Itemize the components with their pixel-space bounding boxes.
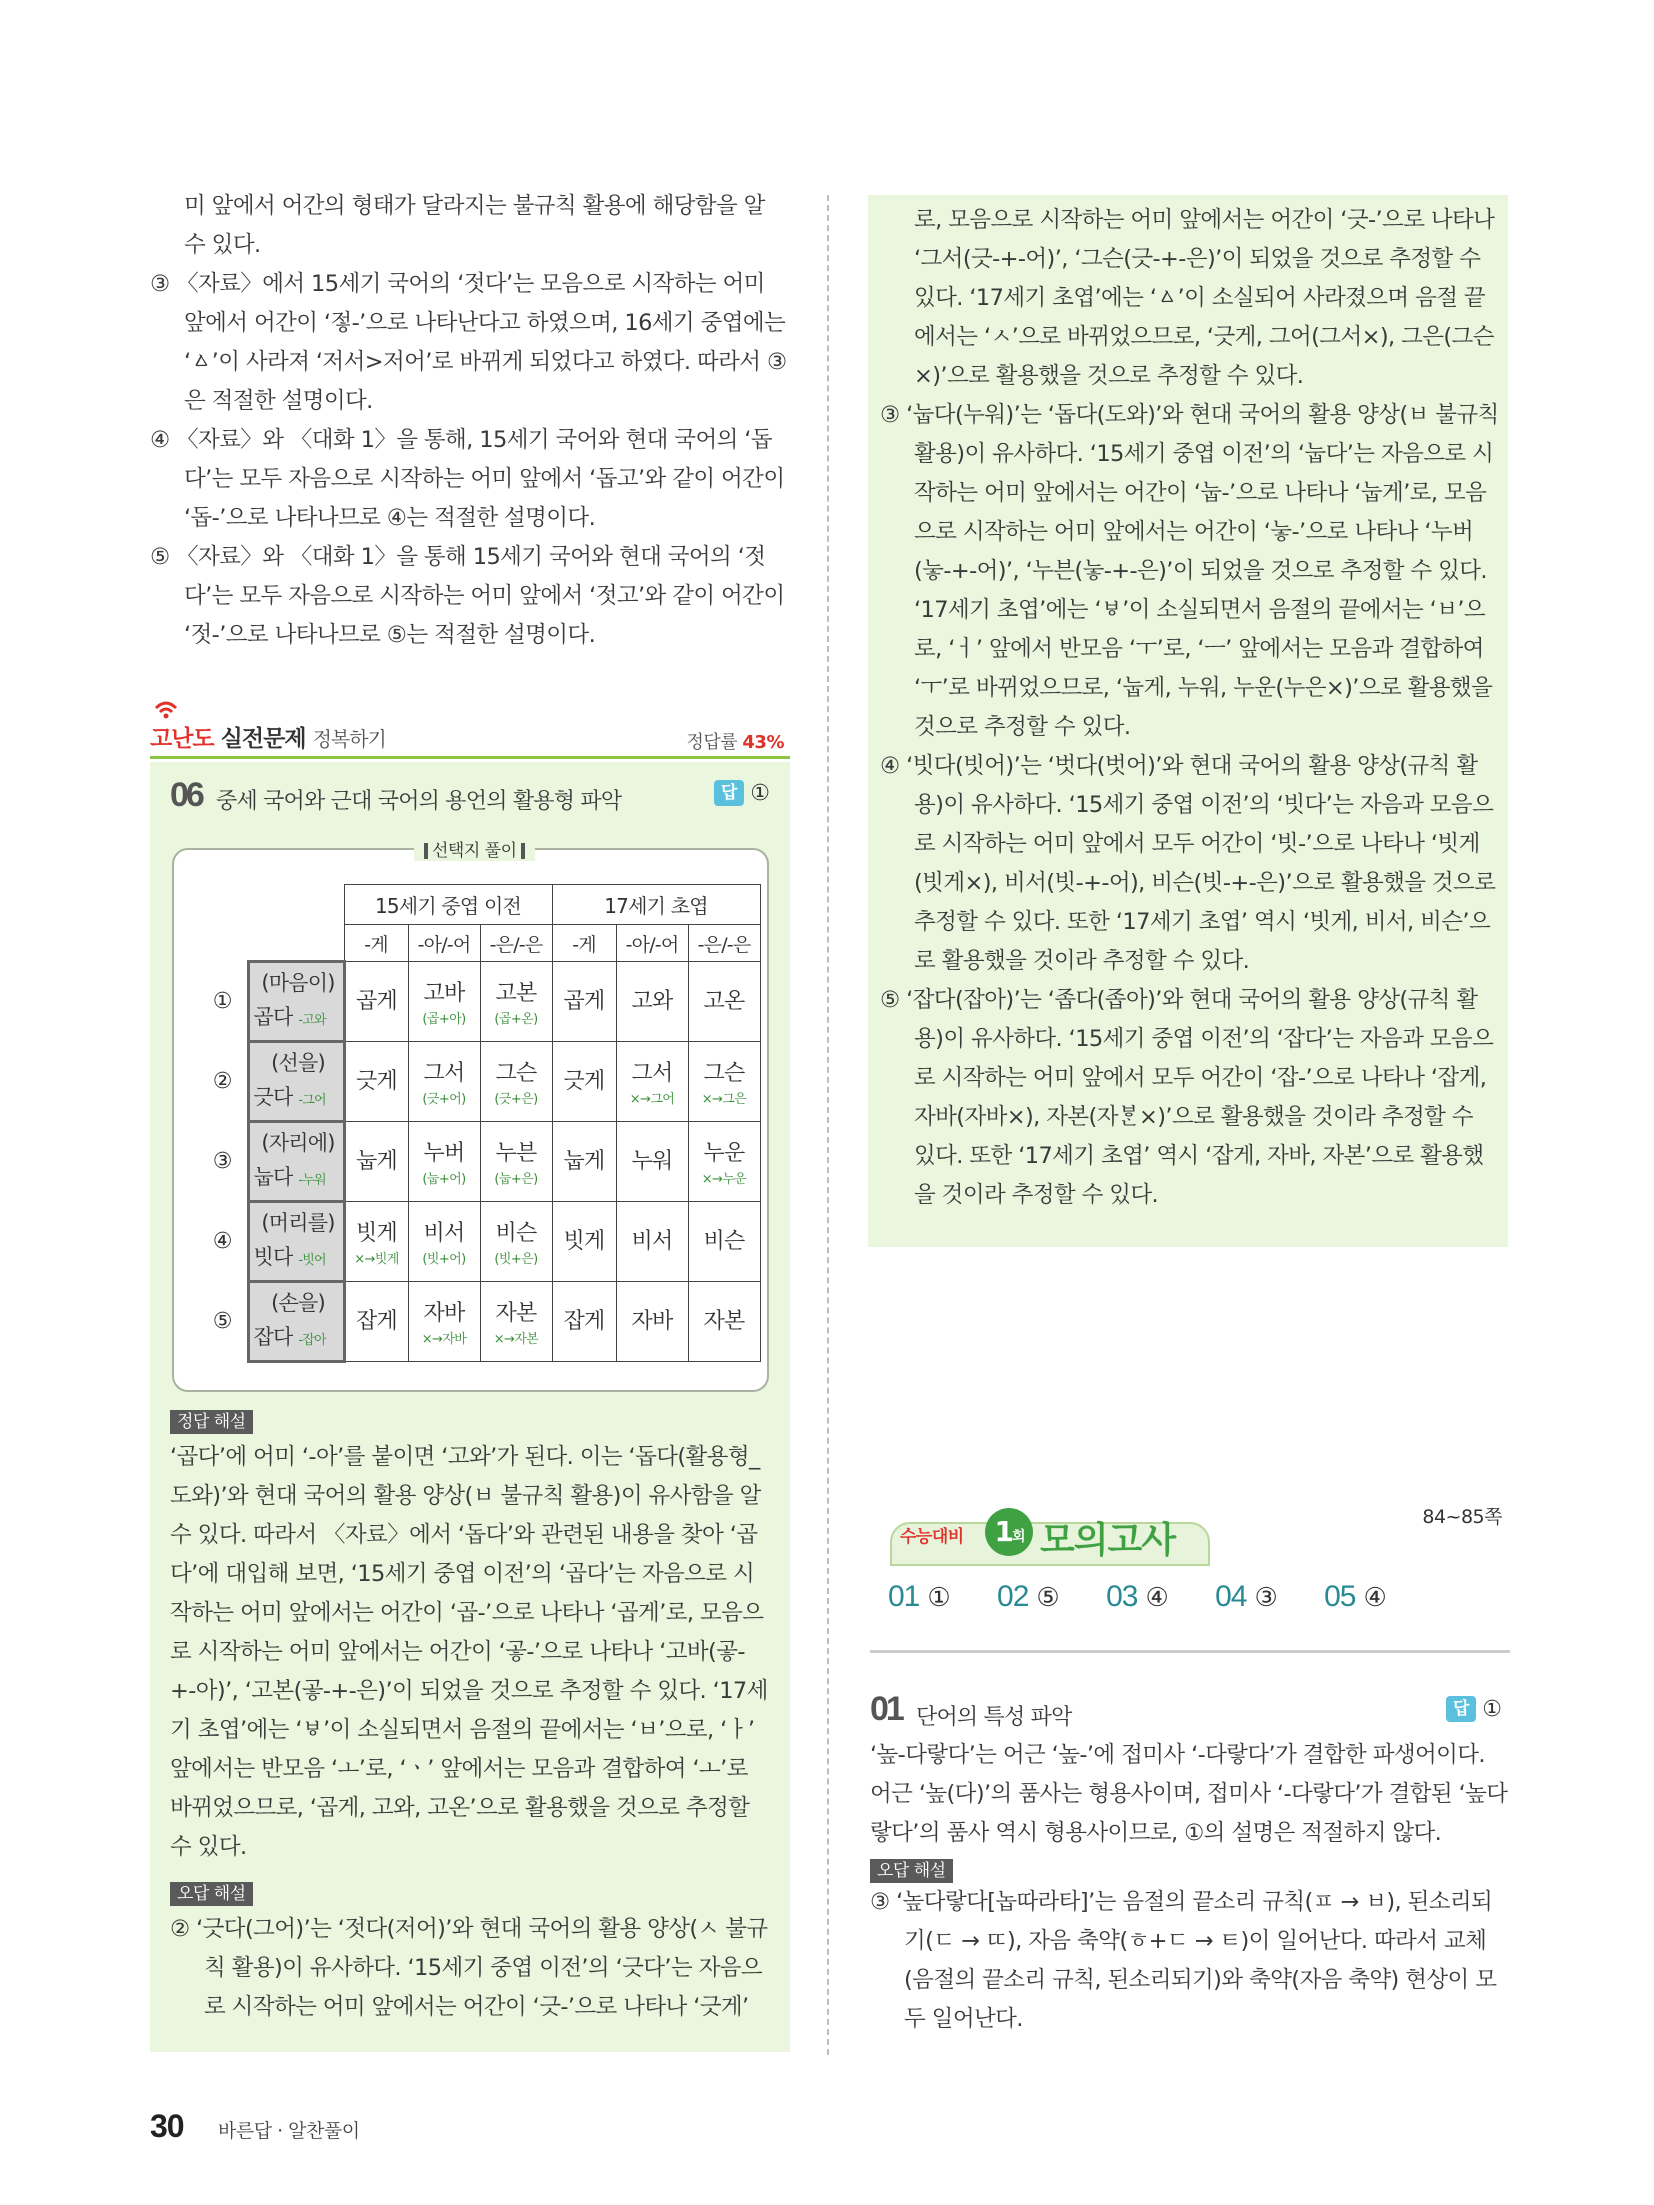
verb-word: 곱다 (253, 1004, 293, 1029)
question-number: 06 (170, 776, 202, 814)
verb-word: 잡다 (253, 1324, 293, 1349)
question-01 (870, 1690, 1510, 2039)
row-number: ① (212, 989, 232, 1014)
banner-title: 모의고사 (1040, 1520, 1176, 1561)
conjugation-form: 그슨 (703, 1060, 745, 1086)
conjugation-cell (616, 1042, 688, 1122)
high-difficulty-header (150, 700, 790, 758)
conjugation-form: 비슨 (703, 1228, 745, 1254)
conjugation-form: 자본 (703, 1308, 745, 1334)
correct-explanation-tag: 정답 해설 (170, 1410, 253, 1434)
verb-cell (248, 1282, 344, 1362)
choice-explanation-box (172, 841, 769, 1392)
verb-word: 빗다 (253, 1244, 293, 1269)
continued-explanation-box (868, 195, 1508, 1247)
conjugation-form: 곱게 (356, 988, 397, 1014)
conjugation-cell (480, 1122, 552, 1202)
wrong-explanation: ③ ‘높다랗다[놉따라타]’는 음절의 끝소리 규칙(ㅍ → ㅂ), 된소리되기(ㄷ → ㄸ), 자음 축약(ㅎ+ㄷ → ㅌ)이 일어난다. 따라서 교체(음절의 끝소리 규칙, 된소리되기)와 축약(자음 축약) 현상이 모두 일어난다. (870, 1889, 1497, 2032)
round-badge: 1회 (985, 1508, 1033, 1556)
paragraph: 로, 모음으로 시작하는 어미 앞에서는 어간이 ‘긋-’으로 나타나 ‘그서(긋-+-어)’, ‘그슨(긋-+-은)’이 되었을 것으로 추정할 수 있다. ‘17세기 초엽’에는 ‘ㅿ’이 소실되어 사라졌으며 음절 끝에서는 ‘ㅅ’으로 바뀌었으므로, ‘긋게, 그어(그서×), 그은(그슨×)’으로 활용했을 것으로 추정할 수 있다. (914, 207, 1495, 389)
verb-cell (248, 1202, 344, 1282)
wrong-explanation-tag: 오답 해설 (170, 1882, 253, 1906)
verb-context: (선을) (271, 1050, 325, 1075)
conjugation-form: 누븐 (495, 1140, 537, 1166)
answer-key-item: 04 ③ (1215, 1580, 1277, 1613)
banner-small-label: 수능대비 (900, 1527, 964, 1547)
question-06-box (150, 762, 790, 2052)
conjugation-cell (480, 1282, 552, 1362)
question-header (170, 776, 770, 816)
question-header (870, 1690, 1510, 1736)
conjugation-form: 자본 (495, 1300, 537, 1326)
conjugation-cell (344, 962, 408, 1042)
conjugation-form: 비서 (631, 1228, 673, 1254)
verb-conjugation-table (198, 884, 761, 1363)
paragraph: ⑤ 〈자료〉와 〈대화 1〉을 통해 15세기 국어와 현대 국어의 ‘젓다’는 모두 자음으로 시작하는 어미 앞에서 ‘젓고’와 같이 어간이 ‘젓-’으로 나타나므로 ⑤는 적절한 설명이다. (150, 544, 785, 648)
paragraph: 미 앞에서 어간의 형태가 달라지는 불규칙 활용에 해당함을 알 수 있다. (184, 193, 765, 258)
row-number: ② (212, 1069, 232, 1094)
conjugation-note: ×→그어 (629, 1091, 675, 1107)
ending-header: -아/-어 (408, 925, 480, 962)
conjugation-form: 곱게 (563, 988, 605, 1014)
conjugation-cell (688, 1122, 760, 1202)
conjugation-cell (408, 1282, 480, 1362)
ending-header: -은/-은 (688, 925, 760, 962)
verb-context: (자리에) (261, 1130, 335, 1155)
conjugation-cell (616, 962, 688, 1042)
verb-cell (248, 962, 344, 1042)
answer (1446, 1696, 1502, 1722)
conjugation-note: (긋+은) (494, 1091, 538, 1107)
conjugation-form: 잡게 (356, 1308, 397, 1334)
paragraph: ⑤ ‘잡다(잡아)’는 ‘좁다(좁아)’와 현대 국어의 활용 양상(규칙 활용)이 유사하다. ‘15세기 중엽 이전’의 ‘잡다’는 자음과 모음으로 시작하는 어미 앞에서 모두 어간이 ‘잡-’으로 나타나 ‘잡게, 자바(자바×), 자본(자ᄫᆞᆫ×)’으로 활용했을 것이라 추정할 수 있다. 또한 ‘17세기 초엽’ 역시 ‘잡게, 자바, 자본’으로 활용했을 것이라 추정할 수 있다. (880, 987, 1494, 1208)
paragraph: ④ ‘빗다(빗어)’는 ‘벗다(벗어)’와 현대 국어의 활용 양상(규칙 활용)이 유사하다. ‘15세기 중엽 이전’의 ‘빗다’는 자음과 모음으로 시작하는 어미 앞에서 모두 어간이 ‘빗-’으로 나타나 ‘빗게(빗게×), 비서(빗-+-어), 비슨(빗-+-은)’으로 활용했을 것으로 추정할 수 있다. 또한 ‘17세기 초엽’ 역시 ‘빗게, 비서, 비슨’으로 활용했을 것이라 추정할 수 있다. (880, 753, 1496, 974)
conjugation-form: 빗게 (356, 1220, 397, 1246)
conjugation-form: 눕게 (356, 1148, 397, 1174)
section-divider (870, 1650, 1510, 1653)
conjugation-note: (눕+어) (422, 1171, 466, 1187)
conjugation-form: 자바 (423, 1300, 465, 1326)
conjugation-cell (408, 1122, 480, 1202)
conjugation-cell (616, 1282, 688, 1362)
table-row (198, 1122, 760, 1202)
verb-note: -잡아 (298, 1332, 326, 1348)
question-title: 중세 국어와 근대 국어의 용언의 활용형 파악 (216, 789, 622, 814)
conjugation-cell (480, 1202, 552, 1282)
mock-test-section (870, 1500, 1510, 1660)
conjugation-cell (552, 1122, 616, 1202)
conjugation-cell (616, 1202, 688, 1282)
ending-header: -아/-어 (616, 925, 688, 962)
conjugation-cell (408, 962, 480, 1042)
paragraph: ④ 〈자료〉와 〈대화 1〉을 통해, 15세기 국어와 현대 국어의 ‘돕다’는 모두 자음으로 시작하는 어미 앞에서 ‘돕고’와 같이 어간이 ‘돕-’으로 나타나므로 ④는 적절한 설명이다. (150, 427, 785, 531)
continued-explanation (880, 201, 1500, 1215)
left-top-text (150, 187, 790, 655)
conjugation-form: 긋게 (356, 1068, 397, 1094)
page-range: 84~85쪽 (1422, 1506, 1502, 1528)
conjugation-form: 그서 (423, 1060, 465, 1086)
verb-context: (머리를) (261, 1210, 335, 1235)
paragraph: ③ 〈자료〉에서 15세기 국어의 ‘젓다’는 모음으로 시작하는 어미 앞에서 어간이 ‘젛-’으로 나타난다고 하였으며, 16세기 중엽에는 ‘ㅿ’이 사라져 ‘저서>저어’로 바뀌게 되었다고 하였다. 따라서 ③은 적절한 설명이다. (150, 271, 787, 414)
title-red: 고난도 (150, 726, 214, 752)
conjugation-cell (688, 962, 760, 1042)
empty-cell (198, 885, 344, 925)
paragraph: ③ ‘눕다(누워)’는 ‘돕다(도와)’와 현대 국어의 활용 양상(ㅂ 불규칙 활용)이 유사하다. ‘15세기 중엽 이전’의 ‘눕다’는 자음으로 시작하는 어미 앞에서는 어간이 ‘눕-’으로 나타나 ‘눕게’로, 모음으로 시작하는 어미 앞에서는 어간이 ‘눟-’으로 나타나 ‘누버(눟-+-어)’, ‘누븐(눟-+-은)’이 되었을 것으로 추정할 수 있다. ‘17세기 초엽’에는 ‘ㅸ’이 소실되면서 음절의 끝에서는 ‘ㅂ’으로, ‘ㅓ’ 앞에서 반모음 ‘ㅜ’로, ‘ㅡ’ 앞에서는 모음과 결합하여 ‘ㅜ’로 바뀌었으므로, ‘눕게, 누워, 누운(누은×)’으로 활용했을 것으로 추정할 수 있다. (880, 402, 1499, 740)
page-label: 바른답 · 알찬풀이 (218, 2120, 360, 2142)
correct-explanation: ‘곱다’에 어미 ‘-아’를 붙이면 ‘고와’가 된다. 이는 ‘돕다(활용형_도와)’와 현대 국어의 활용 양상(ㅂ 불규칙 활용)이 유사함을 알 수 있다. 따라서 〈자료〉에서 ‘돕다’와 관련된 내용을 찾아 ‘곱다’에 대입해 보면, ‘15세기 중엽 이전’의 ‘곱다’는 자음으로 시작하는 어미 앞에서는 어간이 ‘곱-’으로 나타나 ‘곱게’로, 모음으로 시작하는 어미 앞에서는 어간이 ‘곻-’으로 나타나 ‘고바(곻-+-아)’, ‘고본(곻-+-은)’이 되었을 것으로 추정할 수 있다. ‘17세기 초엽’에는 ‘ㅸ’이 소실되면서 음절의 끝에서는 ‘ㅂ’으로, ‘ㅏ’ 앞에서는 반모음 ‘ㅗ’로, ‘ㆍ’ 앞에서는 모음과 결합하여 ‘ㅗ’로 바뀌었으므로, ‘곱게, 고와, 고온’으로 활용했을 것으로 추정할 수 있다. (170, 1444, 768, 1860)
row-number: ③ (212, 1149, 232, 1174)
conjugation-form: 비서 (423, 1220, 465, 1246)
conjugation-cell (408, 1202, 480, 1282)
ending-header: -게 (552, 925, 616, 962)
rate-label: 정답률 (686, 732, 738, 753)
conjugation-form: 고본 (495, 980, 537, 1006)
verb-cell (248, 1122, 344, 1202)
conjugation-cell (344, 1042, 408, 1122)
conjugation-note: ×→자바 (421, 1331, 467, 1347)
page-number: 30 (150, 2108, 184, 2144)
conjugation-cell (616, 1122, 688, 1202)
answer-key-item: 03 ④ (1106, 1580, 1168, 1613)
verb-note: -누워 (298, 1172, 326, 1188)
period-header: 15세기 중엽 이전 (344, 885, 552, 925)
conjugation-form: 잡게 (563, 1308, 605, 1334)
conjugation-note: (곱+온) (494, 1011, 538, 1027)
mock-test-banner (880, 1508, 1220, 1564)
question-number: 01 (870, 1690, 902, 1728)
row-number: ⑤ (212, 1309, 232, 1334)
verb-note: -빗어 (298, 1252, 326, 1268)
conjugation-cell (480, 1042, 552, 1122)
explanation: ‘높-다랗다’는 어근 ‘높-’에 접미사 ‘-다랗다’가 결합한 파생어이다. 어근 ‘높(다)’의 품사는 형용사이며, 접미사 ‘-다랗다’가 결합된 ‘높다랗다’의 품사 역시 형용사이므로, ①의 설명은 적절하지 않다. (870, 1742, 1508, 1846)
verb-word: 긋다 (253, 1084, 293, 1109)
title-light: 정복하기 (312, 727, 386, 751)
conjugation-form: 눕게 (563, 1148, 605, 1174)
conjugation-form: 고와 (631, 988, 673, 1014)
conjugation-form: 비슨 (495, 1220, 537, 1246)
conjugation-form: 고온 (703, 988, 745, 1014)
ending-header: -게 (344, 925, 408, 962)
row-number: ④ (212, 1229, 232, 1254)
ending-header: -은/-은 (480, 925, 552, 962)
conjugation-form: 누버 (423, 1140, 465, 1166)
conjugation-form: 자바 (631, 1308, 673, 1334)
conjugation-note: ×→그은 (701, 1091, 747, 1107)
conjugation-note: ×→누운 (701, 1171, 747, 1187)
conjugation-cell (344, 1122, 408, 1202)
conjugation-cell (552, 1282, 616, 1362)
question-title: 단어의 특성 파악 (916, 1705, 1072, 1730)
conjugation-cell (344, 1202, 408, 1282)
conjugation-note: ×→빗게 (354, 1251, 399, 1267)
conjugation-note: ×→자본 (493, 1331, 539, 1347)
conjugation-form: 누워 (631, 1148, 673, 1174)
answer-key-item: 05 ④ (1324, 1580, 1386, 1613)
verb-note: -고와 (298, 1012, 326, 1028)
conjugation-note: (빗+은) (494, 1251, 538, 1267)
answer-value: ① (750, 780, 770, 806)
conjugation-cell (688, 1202, 760, 1282)
conjugation-note: (긋+어) (422, 1091, 466, 1107)
conjugation-cell (688, 1282, 760, 1362)
verb-context: (마음이) (261, 970, 335, 995)
header-underline (150, 756, 790, 759)
choice-label: 선택지 풀이 (414, 836, 535, 861)
table-row (198, 1202, 760, 1282)
conjugation-cell (552, 1202, 616, 1282)
conjugation-note: (눕+은) (494, 1171, 538, 1187)
title-dark: 실전문제 (220, 726, 306, 752)
conjugation-form: 그서 (631, 1060, 673, 1086)
conjugation-cell (688, 1042, 760, 1122)
conjugation-cell (552, 1042, 616, 1122)
conjugation-form: 빗게 (563, 1228, 605, 1254)
table-row (198, 962, 760, 1042)
answer-key-item: 02 ⑤ (997, 1580, 1059, 1613)
conjugation-cell (408, 1042, 480, 1122)
correct-rate (687, 728, 785, 754)
conjugation-form: 그슨 (495, 1060, 537, 1086)
conjugation-cell (480, 962, 552, 1042)
conjugation-form: 긋게 (563, 1068, 605, 1094)
section-title (150, 720, 386, 753)
rate-value: 43% (742, 732, 784, 753)
verb-context: (손을) (271, 1290, 325, 1315)
wrong-explanation: ② ‘긋다(그어)’는 ‘젓다(저어)’와 현대 국어의 활용 양상(ㅅ 불규칙 활용)이 유사하다. ‘15세기 중엽 이전’의 ‘긋다’는 자음으로 시작하는 어미 앞에서는 어간이 ‘긋-’으로 나타나 ‘긋게’ (170, 1916, 768, 2020)
wrong-explanation-tag: 오답 해설 (870, 1859, 953, 1883)
verb-cell (248, 1042, 344, 1122)
answer-value: ① (1482, 1696, 1502, 1722)
period-header: 17세기 초엽 (552, 885, 760, 925)
conjugation-note: (빗+어) (422, 1251, 466, 1267)
verb-word: 눕다 (253, 1164, 293, 1189)
empty-cell (198, 925, 344, 962)
table-header-row (198, 885, 760, 925)
verb-note: -그어 (298, 1092, 326, 1108)
conjugation-note: (곱+아) (422, 1011, 466, 1027)
conjugation-cell (552, 962, 616, 1042)
conjugation-form: 고바 (423, 980, 465, 1006)
column-divider (827, 195, 829, 2055)
answer (714, 780, 770, 806)
answer-badge: 답 (714, 780, 744, 806)
conjugation-cell (344, 1282, 408, 1362)
conjugation-form: 누운 (703, 1140, 745, 1166)
answer-badge: 답 (1446, 1696, 1476, 1722)
answer-key-item: 01 ① (888, 1580, 950, 1613)
answer-key (888, 1580, 1426, 1614)
table-header-row (198, 925, 760, 962)
table-row (198, 1042, 760, 1122)
table-row (198, 1282, 760, 1362)
